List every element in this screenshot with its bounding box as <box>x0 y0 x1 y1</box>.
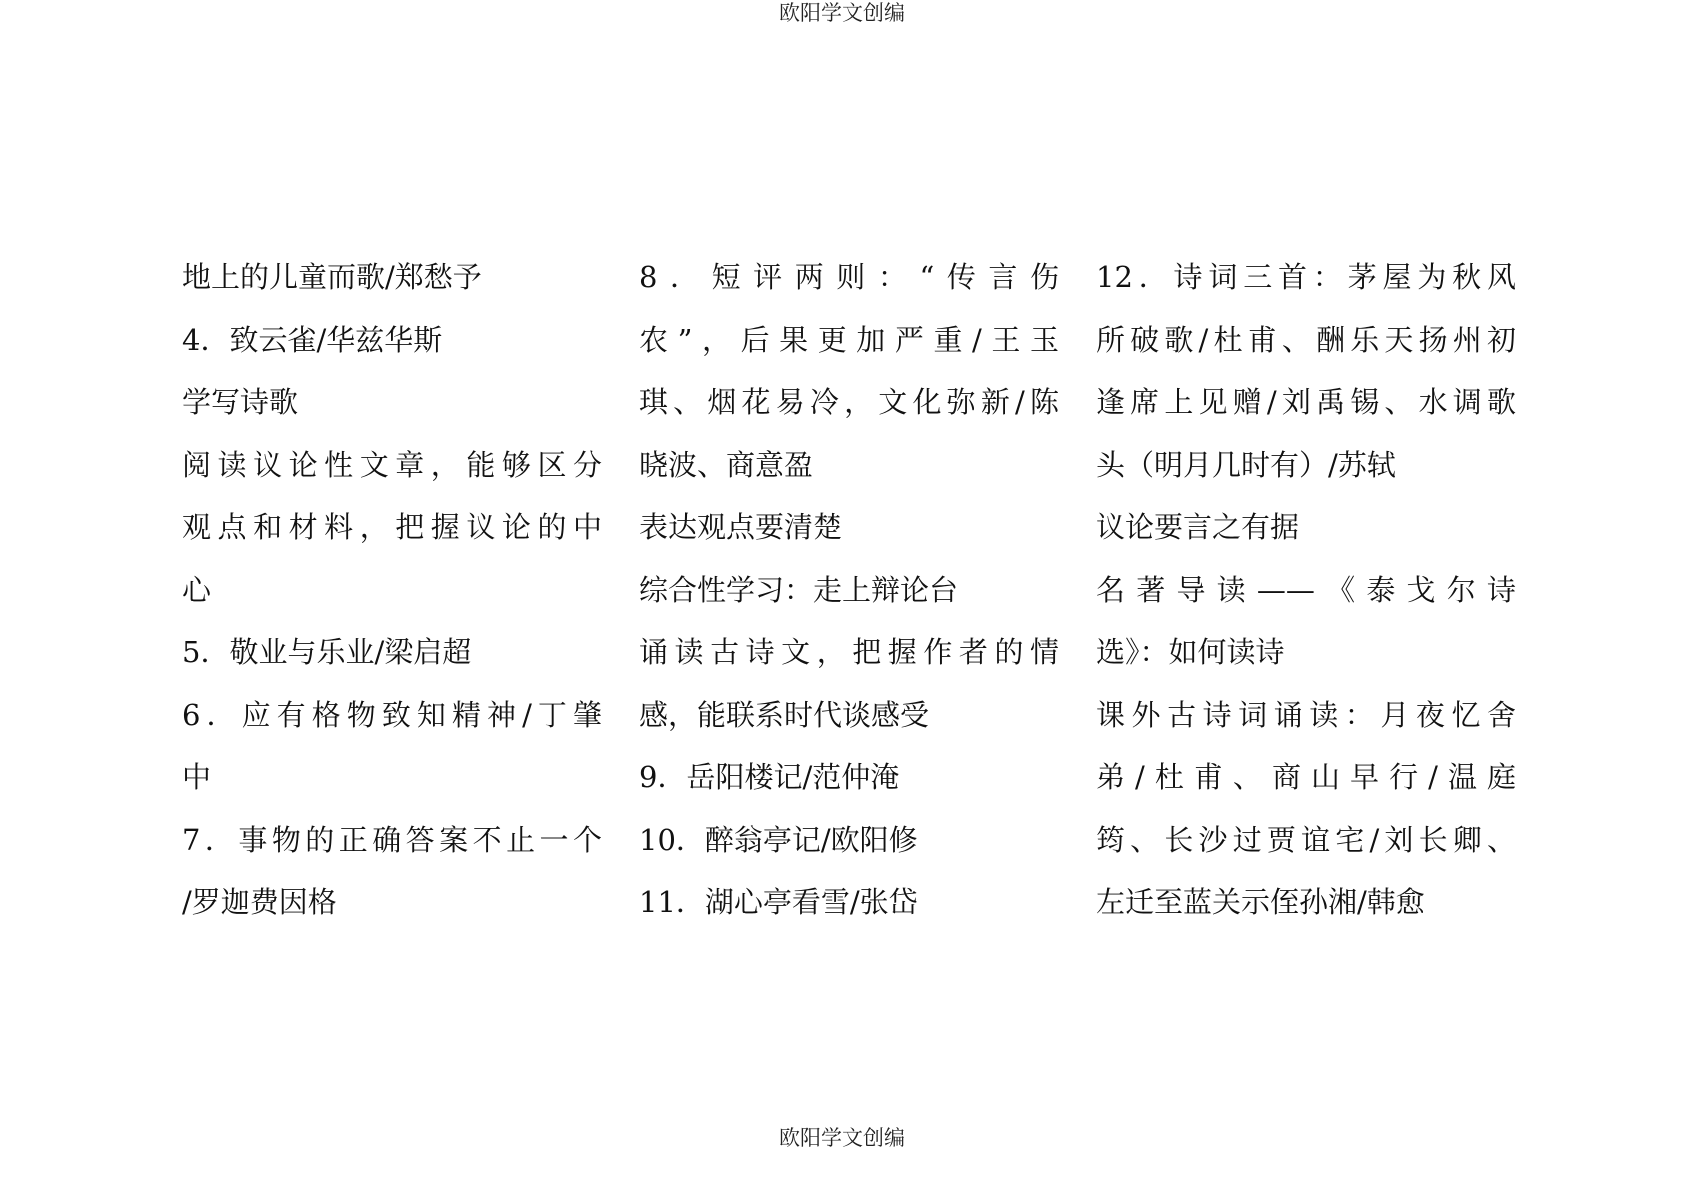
column-1 <box>182 246 602 934</box>
text-line: 名著导读——《泰戈尔诗 <box>1096 572 1516 607</box>
text-line: 感，能联系时代谈感受 <box>639 697 930 732</box>
text-line: 观点和材料，把握议论的中 <box>182 510 602 544</box>
text-line: 9．岳阳楼记/范仲淹 <box>639 760 900 794</box>
text-line: 8．短评两则：“传言伤 <box>639 260 1059 294</box>
text-line: 选》：如何读诗 <box>1096 635 1285 669</box>
text-line: 课外古诗词诵读：月夜忆舍 <box>1096 697 1516 732</box>
text-line: 12．诗词三首：茅屋为秋风 <box>1096 260 1516 294</box>
text-line: 综合性学习：走上辩论台 <box>639 572 959 607</box>
page-footer: 欧阳学文创编 <box>779 1126 905 1150</box>
text-line: 11．湖心亭看雪/张岱 <box>639 885 918 919</box>
text-line: 中 <box>182 760 212 794</box>
text-line: 表达观点要清楚 <box>639 510 843 544</box>
text-line: 逢席上见赠/刘禹锡、水调歌 <box>1096 385 1516 419</box>
text-line: 左迁至蓝关示侄孙湘/韩愈 <box>1096 885 1425 919</box>
text-line: 6．应有格物致知精神/丁肇 <box>182 697 602 732</box>
text-line: 所破歌/杜甫、酬乐天扬州初 <box>1096 322 1516 357</box>
text-line: 筠、长沙过贾谊宅/刘长卿、 <box>1096 822 1516 857</box>
column-2 <box>639 246 1059 934</box>
text-line: 7．事物的正确答案不止一个 <box>182 822 602 857</box>
text-line: /罗迦费因格 <box>182 885 337 919</box>
text-line: 10．醉翁亭记/欧阳修 <box>639 822 918 857</box>
text-line: 头（明月几时有）/苏轼 <box>1096 447 1396 482</box>
text-line: 5．敬业与乐业/梁启超 <box>182 635 472 669</box>
text-line: 农”，后果更加严重/王玉 <box>639 322 1059 357</box>
text-line: 学写诗歌 <box>182 385 299 419</box>
text-line: 议论要言之有据 <box>1096 510 1300 544</box>
page-header: 欧阳学文创编 <box>779 1 905 25</box>
text-line: 阅读议论性文章，能够区分 <box>182 447 602 482</box>
text-line: 琪、烟花易冷，文化弥新/陈 <box>639 385 1059 419</box>
text-line: 心 <box>182 572 212 607</box>
text-line: 地上的儿童而歌/郑愁予 <box>182 260 482 294</box>
text-line: 晓波、商意盈 <box>639 447 814 482</box>
column-3 <box>1096 246 1516 934</box>
text-line: 诵读古诗文，把握作者的情 <box>639 635 1059 669</box>
text-line: 弟/杜甫、商山早行/温庭 <box>1096 760 1516 794</box>
text-line: 4．致云雀/华兹华斯 <box>182 322 443 357</box>
